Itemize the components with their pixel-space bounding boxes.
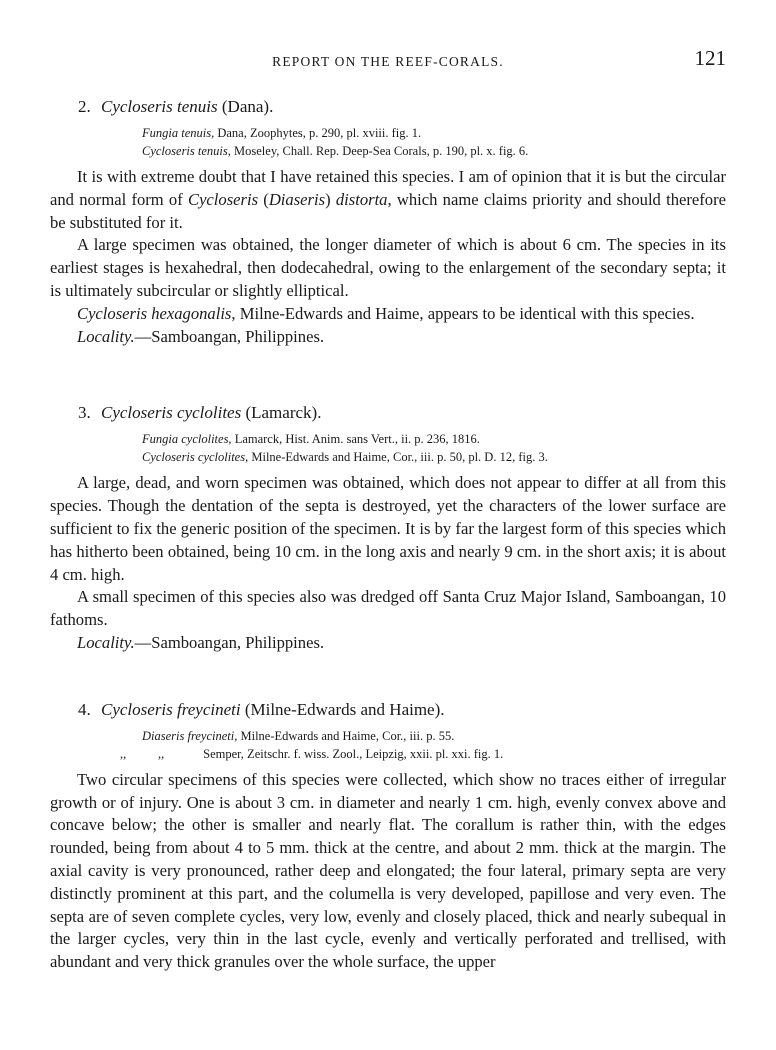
species-heading (78, 699, 726, 721)
synonym-entry (142, 430, 726, 448)
synonymy-list (50, 727, 726, 763)
species-authority: (Lamarck). (245, 403, 322, 423)
page-number: 121 (694, 46, 726, 70)
synonym-entry (142, 142, 726, 160)
synonym-reference: Semper, Zeitschr. f. wiss. Zool., Leipzig, xxii. pl. xxi. fig. 1. (203, 746, 504, 761)
ditto-mark: ,, (120, 746, 127, 761)
text-run: ) (325, 189, 336, 209)
synonym-name: Fungia cyclolites, (142, 432, 232, 447)
species-section-4 (50, 699, 726, 974)
body-paragraph: Two circular specimens of this species were collected, which show no traces either of irregular growth or of injury. One is about 3 cm. in diameter and nearly 1 cm. high, evenly convex above and concave below; the other is smaller and nearly flat. The corallum is rather thin, with the edges rounded, being from about 4 to 5 mm. thick at the centre, and about 2 mm. thick at the margin. The axial cavity is very pronounced, rather deep and elongated; the four lateral, primary septa are very distinctly prominent at this part, and the columella is very developed, papillose and very even. The septa are of seven complete cycles, very low, evenly and closely placed, thick and nearly subequal in the larger cycles, very thin in the last cycle, evenly and vertically perforated and trellised, with abundant and very thick granules over the whole surface, the upper (50, 769, 726, 972)
species-name: Cycloseris freycineti (101, 699, 241, 719)
species-name: Cycloseris tenuis (101, 97, 218, 116)
species-heading (78, 402, 726, 424)
species-heading (78, 96, 726, 118)
locality-value: —Samboangan, Philippines. (134, 632, 325, 652)
body-paragraph: A small specimen of this species also was dredged off Santa Cruz Major Island, Samboangan, 10 fathoms. (50, 587, 726, 630)
section-gap (50, 348, 726, 388)
body-paragraph: A large specimen was obtained, the longer diameter of which is about 6 cm. The species in its earliest stages is hexahedral, then dodecahedral, owing to the enlargement of the secondary septa; it is ultimately subcircular or slightly elliptical. (50, 235, 726, 300)
species-number: 4. (78, 699, 91, 719)
running-title: REPORT ON THE REEF-CORALS. (272, 54, 504, 69)
text-run: , which name claims priority and should therefore be substituted for it. (50, 189, 726, 232)
synonym-reference: Moseley, Chall. Rep. Deep-Sea Corals, p. 190, pl. x. fig. 6. (234, 144, 529, 158)
locality-label: Locality. (77, 326, 135, 346)
species-authority: (Milne-Edwards and Haime). (244, 699, 445, 719)
running-header (50, 44, 726, 74)
italic-taxon: Diaseris (268, 189, 326, 209)
section-gap (50, 655, 726, 685)
locality-label: Locality. (77, 632, 135, 652)
text-run: , Milne-Edwards and Haime, appears to be identical with this species. (231, 303, 695, 323)
synonym-entry (142, 124, 726, 142)
synonym-reference: Dana, Zoophytes, p. 290, pl. xviii. fig. 1. (217, 126, 422, 140)
locality-line (50, 632, 726, 655)
species-authority: (Dana). (221, 97, 274, 116)
locality-value: —Samboangan, Philippines. (134, 326, 325, 346)
synonymy-list (50, 124, 726, 160)
species-name: Cycloseris cyclolites (101, 403, 242, 423)
italic-taxon: distorta (335, 189, 388, 209)
italic-taxon: Cycloseris hexagonalis (77, 303, 232, 323)
species-number: 2. (78, 97, 91, 116)
locality-line (50, 326, 726, 349)
synonym-entry (142, 727, 726, 745)
synonym-reference: Milne-Edwards and Haime, Cor., iii. p. 50, pl. D. 12, fig. 3. (251, 450, 548, 465)
species-section-2 (50, 96, 726, 348)
body-paragraph: A large, dead, and worn specimen was obtained, which does not appear to differ at all from this species. Though the dentation of the septa is destroyed, yet the characters of the lower surface are sufficient to fix the generic position of the specimen. It is by far the largest form of this species which has hitherto been obtained, being 10 cm. in the long axis and nearly 9 cm. in the short axis; it is about 4 cm. high. (50, 473, 726, 584)
synonymy-list (50, 430, 726, 466)
text-run: ( (258, 189, 269, 209)
ditto-mark: ,, (158, 746, 165, 761)
synonym-entry (142, 448, 726, 466)
synonym-name: Fungia tenuis, (142, 126, 215, 140)
italic-taxon: Cycloseris (188, 189, 259, 209)
synonym-reference: Milne-Edwards and Haime, Cor., iii. p. 55. (240, 728, 455, 743)
species-number: 3. (78, 403, 91, 423)
synonym-reference: Lamarck, Hist. Anim. sans Vert., ii. p. 236, 1816. (234, 432, 480, 447)
body-paragraph (50, 166, 726, 234)
synonym-name: Cycloseris cyclolites, (142, 450, 249, 465)
text-run: It is with extreme doubt that I have retained this species. I am of opinion that it is but the circular and normal form of (50, 167, 726, 209)
synonym-entry (120, 745, 726, 763)
synonym-name: Diaseris freycineti, (142, 728, 238, 743)
species-section-3 (50, 402, 726, 654)
synonym-name: Cycloseris tenuis, (142, 144, 231, 158)
body-paragraph (50, 303, 726, 326)
